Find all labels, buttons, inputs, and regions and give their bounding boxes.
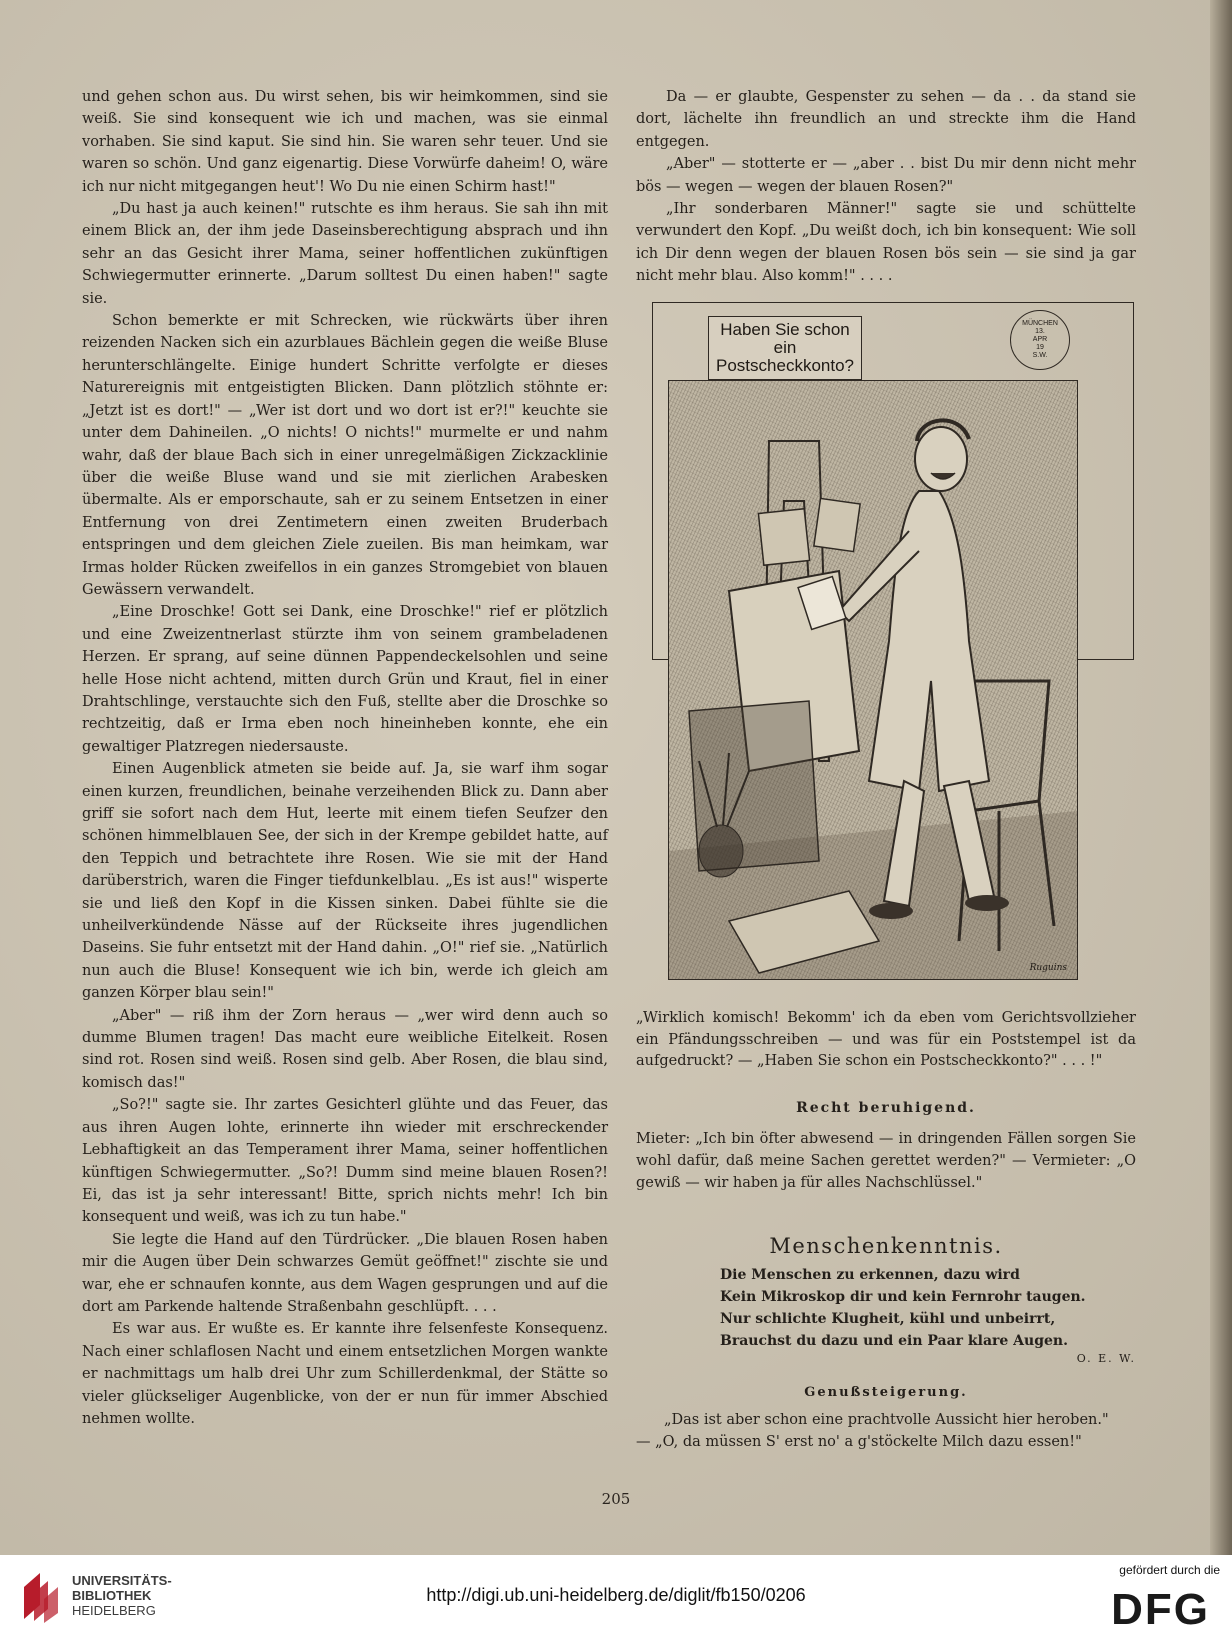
page-number: 205	[601, 1490, 631, 1508]
library-line: HEIDELBERG	[72, 1603, 156, 1618]
left-column	[82, 86, 608, 1430]
left-paragraph: Einen Augenblick atmeten sie beide auf. Ja, sie warf ihm sogar einen kurzen, freundlichen, beinahe verzeihenden Blick zu. Dann aber griff sie sofort nach dem Hut, leerte mit einem tiefen Seufzer den schönen himmelblauen See, der sich in der Krempe gebildet hatte, auf den Teppich und betrachtete ihre Rosen. Wie sie mit der Hand darüberstrich, waren die Finger tiefdunkelblau. „Es ist aus!" wisperte sie und ließ den Kopf in die Kissen sinken. Dabei fühlte sie die unheilverkündende Nässe auf der Rückseite ihres jugendlichen Daseins. Sie fuhr entsetzt mit der Hand dahin. „O!" rief sie. „Natürlich nun auch die Bluse! Konsequent wie ich bin, werde ich gleich am ganzen Körper blau sein!"	[82, 761, 608, 1002]
stamp-line: MÜNCHEN	[1022, 320, 1058, 327]
dfg-logo[interactable]: DFG	[1111, 1585, 1210, 1634]
left-paragraph: Schon bemerkte er mit Schrecken, wie rückwärts über ihren reizenden Nacken sich ein azurblaues Bächlein gegen die weiße Bluse herunterschlängelte. Einige hundert Schritte verfolgte er dieses Naturereignis mit entgeistigten Blicken. Dann plötzlich stöhnte er: „Jetzt ist es dort!" — „Wer ist dort und wo dort ist er?!" keuchte sie unter dem Dahineilen. „O nichts! O nichts!" murmelte er und nahm wahr, daß der blaue Bach sich in einer unregelmäßigen Zickzacklinie über die weiße Bluse wand und sie mit zierlichen Arabesken übermalte. Als er emporschaute, sah er zu seinem Entsetzen in einer Entfernung von drei Zentimetern einen zweiten Bruderbach entspringen und dem gleichen Ziele zueilen. Bis man heimkam, war Irmas holder Rücken zweifellos in ein ganzes Stromgebiet von blauen Gewässern verwandelt.	[82, 313, 608, 598]
poem-line: Nur schlichte Klugheit, kühl und unbeirrt,	[720, 1311, 1056, 1327]
cartoon-illustration	[652, 302, 1134, 1010]
genuss-line: „Das ist aber schon eine prachtvolle Aussicht hier heroben."	[664, 1412, 1109, 1428]
stamp-line: 13.	[1035, 328, 1045, 335]
artist-signature: Ruguins	[1029, 963, 1067, 973]
left-paragraph: Sie legte die Hand auf den Türdrücker. „Die blauen Rosen haben mir die Augen über Dein schwarzes Gemüt geöffnet!" zischte sie und war, ehe er schnaufen konnte, aus dem Wagen gesprungen und auf die dort am Parkende haltende Straßenbahn geschlüpft. . . .	[82, 1231, 608, 1315]
stamp-line: S.W.	[1032, 352, 1048, 359]
left-paragraph: „Eine Droschke! Gott sei Dank, eine Droschke!" rief er plötzlich und eine Zweizentnerlast stürzte ihm von seinem grambeladenen Herzen. Er sprang, auf seine dünnen Pappendeckelsohlen und seine helle Hose nicht achtend, mitten durch Grün und Kraut, fiel in einer Drahtschlinge, verstauchte sich den Fuß, stellte aber die Droschke so rechtzeitig, daß er Irma eben noch hineinheben konnte, ehe ein gewaltiger Platzregen niedersauste.	[82, 604, 608, 755]
right-paragraph: Da — er glaubte, Gespenster zu sehen — da . . da stand sie dort, lächelte ihn freundlich an und streckte ihm die Hand entgegen.	[636, 89, 1136, 150]
left-paragraph: und gehen schon aus. Du wirst sehen, bis wir heimkommen, sind sie weiß. Sie sind konsequent wie ich und machen, was sie einmal vorhaben. Sie sind kaput. Sie sind hin. Sie waren sehr teuer. Und sie waren so schön. Und ganz eigenartig. Diese Vorwürfe daheim! O, wäre ich nur nicht mitgegangen heut'! Wo Du nie einen Schirm hast!"	[82, 89, 608, 195]
left-paragraph: „Aber" — riß ihm der Zorn heraus — „wer wird denn auch so dumme Blumen tragen! Das macht eure weibliche Eitelkeit. Rosen sind rot. Rosen sind weiß. Rosen sind gelb. Aber Rosen, die blau sind, komisch das!"	[82, 1007, 608, 1091]
etching-scene	[668, 380, 1078, 980]
left-paragraph: „So?!" sagte sie. Ihr zartes Gesichterl glühte und das Feuer, das aus ihren Augen lohte, erinnerte ihn wieder mit erschreckender Lebhaftigkeit an das Temperament ihrer Mama, seiner hoffentlichen künftigen Schwiegermutter. „So?! Dumm sind meine blauen Rosen?! Ei, das ist ja sehr interessant! Bitte, sprich nichts mehr! Ich bin konsequent und weiß, was ich zu tun habe."	[82, 1097, 608, 1226]
poster-sign	[708, 316, 862, 380]
left-paragraph: „Du hast ja auch keinen!" rutschte es ihm heraus. Sie sah ihn mit einem Blick an, der ihm jede Daseinsberechtigung absprach und ihn sehr an das Gesicht ihrer Mama, seiner hoffentlichen zukünftigen Schwiegermutter erinnerte. „Darum solltest Du einen haben!" sagte sie.	[82, 201, 608, 307]
poster-line: Postscheckkonto?	[716, 356, 854, 375]
poem-line: Brauchst du dazu und ein Paar klare Augen.	[720, 1333, 1068, 1349]
section-title-genuss: Genußsteigerung.	[804, 1385, 968, 1400]
genuss-text	[636, 1409, 1136, 1453]
right-paragraph: „Ihr sonderbaren Männer!" sagte sie und schüttelte verwundert den Kopf. „Du weißt doch, ich bin konsequent: Wie soll ich Dir denn wegen der blauen Rosen bös sein — sie sind ja gar nicht mehr blau. Also komm!" . . . .	[636, 201, 1136, 285]
poster-line: ein	[773, 338, 797, 357]
library-line: UNIVERSITÄTS-	[72, 1573, 172, 1588]
poem-signature: O. E. W.	[1076, 1352, 1136, 1365]
poem	[720, 1264, 1120, 1352]
right-paragraph: „Aber" — stotterte er — „aber . . bist Du mir denn nicht mehr bös — wegen — wegen der blauen Rosen?"	[636, 156, 1136, 195]
genuss-line: — „O, da müssen S' erst no' a g'stöckelte Milch dazu essen!"	[636, 1434, 1082, 1450]
poem-line: Die Menschen zu erkennen, dazu wird	[720, 1267, 1020, 1283]
illustration-caption: „Wirklich komisch! Bekomm' ich da eben vom Gerichtsvollzieher ein Pfändungsschreiben — und was für ein Poststempel ist da aufgedruckt? — „Haben Sie schon ein Postscheckkonto?" . . . !"	[636, 1010, 1136, 1070]
artist-figure-drawing	[669, 381, 1077, 979]
poster-line: Haben Sie schon	[720, 320, 850, 339]
source-url-link[interactable]: http://digi.ub.uni-heidelberg.de/diglit/fb150/0206	[426, 1585, 806, 1605]
stamp-line: 19	[1036, 344, 1044, 351]
section-title-recht: Recht beruhigend.	[796, 1100, 976, 1116]
left-paragraph: Es war aus. Er wußte es. Er kannte ihre felsenfeste Konsequenz. Nach einer schlaflosen Nacht und einem entsetzlichen Morgen wankte er nachmittags um halb drei Uhr zum Schillerdenkmal, der Stätte so vieler glückseliger Augenblicke, von der er nun für immer Abschied nehmen wollte.	[82, 1321, 608, 1427]
funding-label: gefördert durch die	[1119, 1563, 1220, 1577]
page-edge-shadow	[1210, 0, 1232, 1555]
recht-dialog: Mieter: „Ich bin öfter abwesend — in dringenden Fällen sorgen Sie wohl dafür, daß meine Sachen gerettet werden?" — Vermieter: „O gewiß — wir haben ja für alles Nachschlüssel."	[636, 1131, 1136, 1191]
right-column-top	[636, 86, 1136, 288]
section-title-menschenkenntnis: Menschenkenntnis.	[769, 1234, 1003, 1258]
library-line: BIBLIOTHEK	[72, 1588, 152, 1603]
stamp-line: APR	[1032, 336, 1048, 343]
postmark-stamp	[1010, 310, 1070, 370]
footer-bar	[0, 1555, 1232, 1640]
poem-line: Kein Mikroskop dir und kein Fernrohr taugen.	[720, 1289, 1086, 1305]
